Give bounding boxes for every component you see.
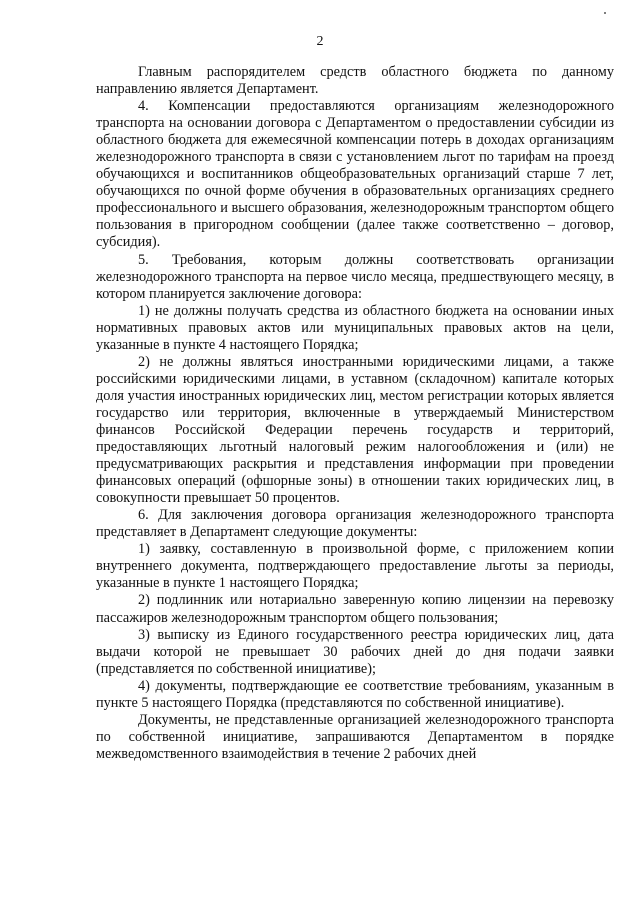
document-body — [96, 64, 614, 763]
paragraph-item-6-4: 4) документы, подтверждающие ее соответствие требованиям, указанным в пункте 5 настоящего Порядка (представляются по собственной инициативе). — [96, 677, 614, 711]
paragraph-item-6-1: 1) заявку, составленную в произвольной форме, с приложением копии внутреннего документа, подтверждающего предоставление льготы за периоды, указанные в пункте 1 настоящего Порядка; — [96, 541, 614, 592]
paragraph-item-5: 5. Требования, которым должны соответствовать организации железнодорожного транспорта на первое число месяца, предшествующего месяцу, в котором планируется заключение договора: — [96, 251, 614, 302]
paragraph-item-4: 4. Компенсации предоставляются организациям железнодорожного транспорта на основании договора с Департаментом о предоставлении субсидии из областного бюджета для ежемесячной компенсации потерь в доходах организациям железнодорожного транспорта в связи с установлением льгот по тарифам на проезд обучающихся и воспитанников общеобразовательных организаций старше 7 лет, обучающихся по очной форме обучения в образовательных организациях среднего профессионального и высшего образования, железнодорожным транспортом общего пользования в пригородном сообщении (далее также соответственно – договор, субсидия). — [96, 98, 614, 251]
paragraph-item-6: 6. Для заключения договора организация железнодорожного транспорта представляет в Департамент следующие документы: — [96, 507, 614, 541]
paragraph-item-5-2: 2) не должны являться иностранными юридическими лицами, а также российскими юридическими лицами, в уставном (складочном) капитале которых доля участия иностранных юридических лиц, местом регистрации которых является государство или территория, включенные в утверждаемый Министерством финансов Российской Федерации перечень государств и территорий, предоставляющих льготный налоговый режим налогообложения и (или) не предусматривающих раскрытия и представления информации при проведении финансовых операций (офшорные зоны) в отношении таких юридических лиц, в совокупности превышает 50 процентов. — [96, 353, 614, 507]
paragraph-interagency-request: Документы, не представленные организацией железнодорожного транспорта по собственной инициативе, запрашиваются Департаментом в порядке межведомственного взаимодействия в течение 2 рабочих дней — [96, 711, 614, 762]
paragraph-item-6-3: 3) выписку из Единого государственного реестра юридических лиц, дата выдачи которой не превышает 30 рабочих дней до дня подачи заявки (представляется по собственной инициативе); — [96, 626, 614, 677]
paragraph-item-5-1: 1) не должны получать средства из областного бюджета на основании иных нормативных правовых актов или муниципальных правовых актов на цели, указанные в пункте 4 настоящего Порядка; — [96, 302, 614, 353]
scan-speck — [604, 12, 606, 14]
paragraph-chief-administrator: Главным распорядителем средств областного бюджета по данному направлению является Департамент. — [96, 64, 614, 98]
paragraph-item-6-2: 2) подлинник или нотариально заверенную копию лицензии на перевозку пассажиров железнодорожным транспортом общего пользования; — [96, 592, 614, 626]
page-number: 2 — [316, 34, 324, 49]
